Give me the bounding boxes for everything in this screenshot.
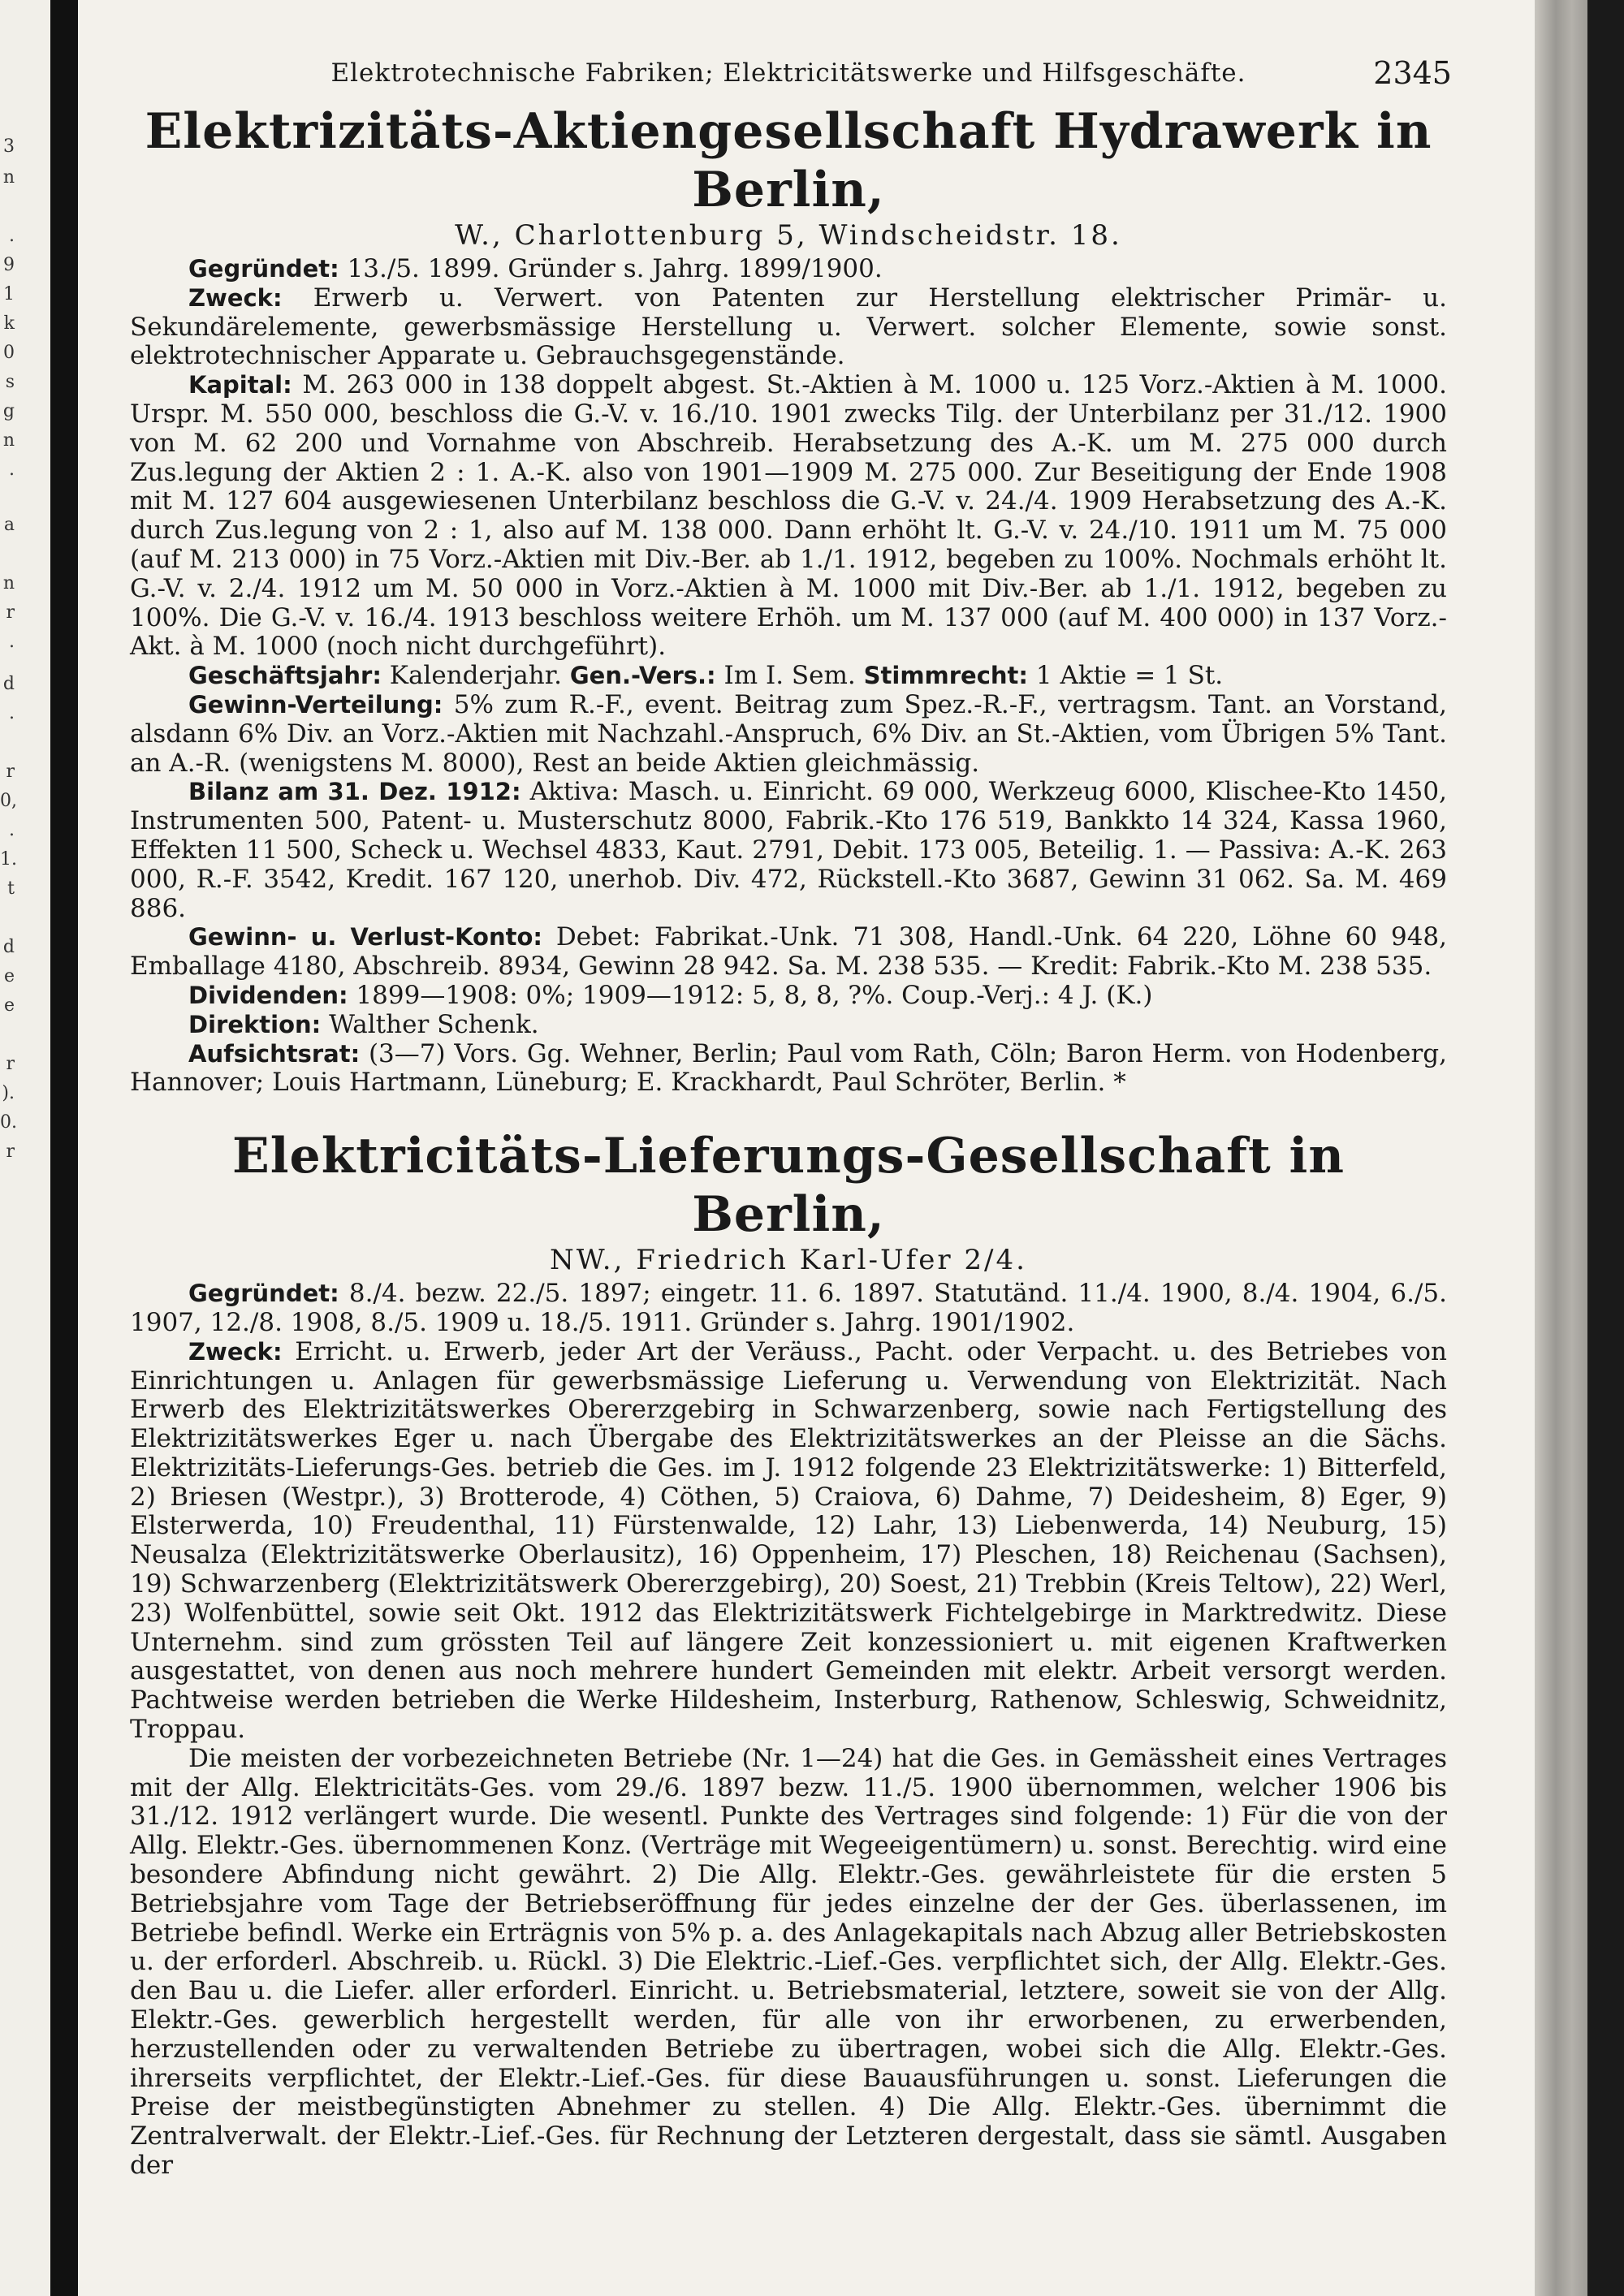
field-gewinn-verteilung [130,691,1447,778]
facing-page-fragment: d [2,674,15,694]
field-aufsichtsrat [130,1040,1447,1098]
facing-page-fragment: 1. [0,849,17,870]
field-text: 1899—1908: 0%; 1909—1912: 5, 8, 8, ?%. Coup.-Verj.: 4 J. (K.) [348,980,1153,1010]
facing-page-fragment: k [3,313,15,334]
facing-page-fragment: g [2,401,15,421]
field-text: Aktiva: Masch. u. Einricht. 69 000, Werkzeug 6000, Klischee-Kto 1450, Instrumenten 500, Patent- u. Musterschutz 8000, Fabrik.-Kto 176 519, Bankkto 14 324, Kassa 1960, Effekten 11 500, Scheck u. Wechsel 4833, Kaut. 2791, Debit. 173 005, Beteilig. 1. — Passiva: A.-K. 263 000, R.-F. 3542, Kredit. 167 120, unerhob. Div. 472, Rückstell.-Kto 3687, Gewinn 31 062. Sa. M. 469 886. [130,777,1447,923]
facing-page-edge [0,0,50,2296]
facing-page-fragment: 1 [3,284,15,304]
field-text: Im I. Sem. [715,661,864,691]
facing-page-fragment: . [9,632,15,652]
facing-page-fragment: n [2,430,15,451]
field-label: Aufsichtsrat: [188,1039,361,1068]
company-title-lieferungs: Elektricitäts-Lieferungs-Gesellschaft in Berlin, [232,1128,1345,1244]
facing-page-fragment: 0. [0,1112,17,1133]
field-gegruendet [130,1280,1447,1338]
page-number: 2345 [1373,55,1452,91]
facing-page-fragment: 0 [3,343,15,363]
field-label: Kapital: [188,371,292,399]
book-spine-shadow [50,0,78,2296]
company-address: W., Charlottenburg 5, Windscheidstr. 18. [455,219,1122,252]
facing-page-fragment: a [3,515,15,535]
field-gewinn-verlust [130,923,1447,982]
facing-page-fragment: 0, [0,791,17,811]
facing-page-fragment: r [6,762,15,782]
field-dividenden [130,982,1447,1011]
field-text: Kalenderjahr. [381,661,570,691]
running-title: Elektrotechnische Fabriken; Elektricitätswerke und Hilfsgeschäfte. [330,58,1246,88]
facing-page-fragment: . [9,820,15,840]
field-text: Erricht. u. Erwerb, jeder Art der Veräuss., Pacht. oder Verpacht. u. des Betriebes von Einrichtungen u. Anlagen für gewerbsmässige Lieferung u. Verwendung von Elektrizität. Nach Erwerb des Elektrizitätswerkes Obererzgebirg in Schwarzenberg, sowie nach Fertigstellung des Elektrizitätswerkes Eger u. nach Übergabe des Elektrizitätswerkes an der Pleisse an die Sächs. Elektrizitäts-Lieferungs-Ges. betrieb die Ges. im J. 1912 folgende 23 Elektrizitätswerke: 1) Bitterfeld, 2) Briesen (Westpr.), 3) Brotterode, 4) Cöthen, 5) Craiova, 6) Dahme, 7) Deidesheim, 8) Eger, 9) Elsterwerda, 10) Freudenthal, 11) Fürstenwalde, 12) Lahr, 13) Liebenwerda, 14) Neuburg, 15) Neusalza (Elektrizitätswerke Oberlausitz), 16) Oppenheim, 17) Pleschen, 18) Reichenau (Sachsen), 19) Schwarzenberg (Elektrizitätswerk Obererzgebirg), 20) Soest, 21) Trebbin (Kreis Teltow), 22) Werl, 23) Wolfenbüttel, sowie seit Okt. 1912 das Elektrizitätswerk Fichtelgebirge in Marktredwitz. Diese Unternehm. sind zum grössten Teil auf längere Zeit konzessioniert u. mit eigenen Kraftwerken ausgestattet, von denen aus noch mehrere hundert Gemeinden mit elektr. Arbeit versorgt werden. Pachtweise werden betrieben die Werke Hildesheim, Insterburg, Rathenow, Schleswig, Schweidnitz, Troppau. [130,1336,1447,1745]
field-text: Walther Schenk. [321,1009,539,1039]
field-label: Dividenden: [188,981,348,1009]
company-address: NW., Friedrich Karl-Ufer 2/4. [550,1244,1027,1277]
field-text: Debet: Fabrikat.-Unk. 71 308, Handl.-Unk. 64 220, Löhne 60 948, Emballage 4180, Abschreib. 8934, Gewinn 28 942. Sa. M. 238 535. — Kredit: Fabrik.-Kto M. 238 535. [130,922,1447,982]
field-label: Gegründet: [188,255,339,283]
facing-page-fragment: e [3,995,15,1016]
field-geschaeftsjahr [130,662,1447,691]
field-label: Gewinn-Verteilung: [188,690,443,719]
facing-page-fragment: ). [2,1083,15,1103]
field-label: Zweck: [188,283,283,312]
facing-page-fragment: . [9,703,15,723]
field-text: Erwerb u. Verwert. von Patenten zur Herstellung elektrischer Primär- u. Sekundärelemente, gewerbsmässige Herstellung u. Verwert. solcher Elemente, sowie sonst. elektrotechnischer Apparate u. Gebrauchsgegenstände. [130,283,1447,371]
field-direktion [130,1011,1447,1040]
field-label: Geschäftsjahr: [188,662,382,690]
running-header [130,55,1452,102]
field-text: 5% zum R.-F., event. Beitrag zum Spez.-R.-F., vertragsm. Tant. an Vorstand, alsdann 6% Div. an Vorz.-Aktien mit Nachzahl.-Anspruch, 6% Div. an St.-Aktien, vom Übrigen 5% Tant. an A.-R. (wenigstens M. 8000), Rest an beide Aktien gleichmässig. [130,689,1447,778]
facing-page-fragment: e [3,966,15,986]
facing-page-fragment: 9 [3,255,15,275]
field-kapital [130,371,1447,662]
field-text: 8./4. bezw. 22./5. 1897; eingetr. 11. 6. 1897. Statutänd. 11./4. 1900, 8./4. 1904, 6./5. 1907, 12./8. 1908, 8./5. 1909 u. 18./5. 1911. Gründer s. Jahrg. 1901/1902. [130,1279,1447,1337]
facing-page-fragment: n [2,167,15,188]
entry-separator [130,1098,1447,1127]
facing-page-fragment: . [9,226,15,246]
facing-page-fragment: d [2,937,15,957]
field-label: Direktion: [188,1010,322,1038]
field-label: Gewinn- u. Verlust-Konto: [188,923,543,952]
field-label: Zweck: [188,1337,283,1366]
field-label: Stimmrecht: [863,662,1029,690]
field-label: Gegründet: [188,1280,339,1308]
facing-page-fragment: r [6,1054,15,1074]
field-label: Gen.-Vers.: [569,662,716,690]
field-text: M. 263 000 in 138 doppelt abgest. St.-Aktien à M. 1000 u. 125 Vorz.-Aktien à M. 1000. Urspr. M. 550 000, beschloss die G.-V. v. 16./10. 1901 zwecks Tilg. der Unterbilanz per 31./12. 1900 von M. 62 200 und Vornahme von Abschreib. Herabsetzung des A.-K. um M. 275 000 durch Zus.legung der Aktien 2 : 1. A.-K. also von 1901—1909 M. 275 000. Zur Beseitigung der Ende 1908 mit M. 127 604 ausgewiesenen Unterbilanz beschloss die G.-V. v. 24./4. 1909 Herabsetzung des A.-K. durch Zus.legung von 2 : 1, also auf M. 138 000. Dann erhöht lt. G.-V. v. 24./10. 1911 um M. 75 000 (auf M. 213 000) in 75 Vorz.-Aktien mit Div.-Ber. ab 1./1. 1912, begeben zu 100%. Nochmals erhöht lt. G.-V. v. 2./4. 1912 um M. 50 000 in Vorz.-Aktien à M. 1000 mit Div.-Ber. ab 1./1. 1912, begeben zu 100%. Die G.-V. v. 16./4. 1913 beschloss weitere Erhöh. um M. 137 000 (auf M. 400 000) in 137 Vorz.-Akt. à M. 1000 (noch nicht durchgeführt). [130,370,1447,662]
facing-page-fragment: r [6,602,15,623]
facing-page-fragment: t [7,878,15,899]
facing-page-fragment: s [5,372,15,392]
field-zweck [130,1338,1447,1745]
facing-page-fragment: . [9,460,15,480]
contract-paragraph: Die meisten der vorbezeichneten Betriebe (Nr. 1—24) hat die Ges. in Gemässheit eines Vertrages mit der Allg. Elektricitäts-Ges. vom 29./6. 1897 bezw. 11./5. 1900 übernommen, welcher 1906 bis 31./12. 1912 verlängert wurde. Die wesentl. Punkte des Vertrages sind folgende: 1) Für die von der Allg. Elektr.-Ges. übernommenen Konz. (Verträge mit Wegeeigentümern) u. sonst. Berechtig. wird eine besondere Abfindung nicht gewährt. 2) Die Allg. Elektr.-Ges. gewährleistete für die ersten 5 Betriebsjahre vom Tage der Betriebseröffnung für jedes einzelne der der Ges. überlassenen, im Betriebe befindl. Werke ein Erträgnis von 5% p. a. des Anlagekapitals nach Abzug aller Betriebskosten u. der erforderl. Abschreib. u. Rückl. 3) Die Elektric.-Lief.-Ges. verpflichtet sich, der Allg. Elektr.-Ges. den Bau u. die Liefer. aller erforderl. Einricht. u. Betriebsmaterial, letztere, soweit sie von der Allg. Elektr.-Ges. gewerblich hergestellt werden, für alle von ihr erworbenen, zu erwerbenden, herzustellenden oder zu verwaltenden Betriebe zu übertragen, wobei sich die Allg. Elektr.-Ges. ihrerseits verpflichtet, der Elektr.-Lief.-Ges. für diese Bauausführungen u. sonst. Lieferungen die Preise der meistbegünstigten Abnehmer zu stellen. 4) Die Allg. Elektr.-Ges. übernimmt die Zentralverwalt. der Elektr.-Lief.-Ges. für Rechnung der Letzteren dergestalt, dass sie sämtl. Ausgaben der [130,1743,1447,2181]
book-page [78,0,1535,2296]
facing-page-fragment: r [6,1142,15,1162]
facing-page-fragment: n [2,573,15,593]
field-zweck [130,284,1447,371]
company-title-hydrawerk: Elektrizitäts-Aktiengesellschaft Hydrawerk in Berlin, [145,103,1432,218]
field-text: 1 Aktie = 1 St. [1028,661,1224,691]
scan-border [1587,0,1624,2296]
field-label: Bilanz am 31. Dez. 1912: [188,778,521,806]
page-content [130,55,1452,2181]
field-text: 13./5. 1899. Gründer s. Jahrg. 1899/1900. [339,254,883,283]
page-edge-stack [1535,0,1587,2296]
field-text: (3—7) Vors. Gg. Wehner, Berlin; Paul vom Rath, Cöln; Baron Herm. von Hodenberg, Hannover; Louis Hartmann, Lüneburg; E. Krackhardt, Paul Schröter, Berlin. * [130,1038,1447,1098]
field-gegruendet [130,255,1447,284]
field-bilanz [130,778,1447,923]
facing-page-fragment: 3 [3,136,15,157]
